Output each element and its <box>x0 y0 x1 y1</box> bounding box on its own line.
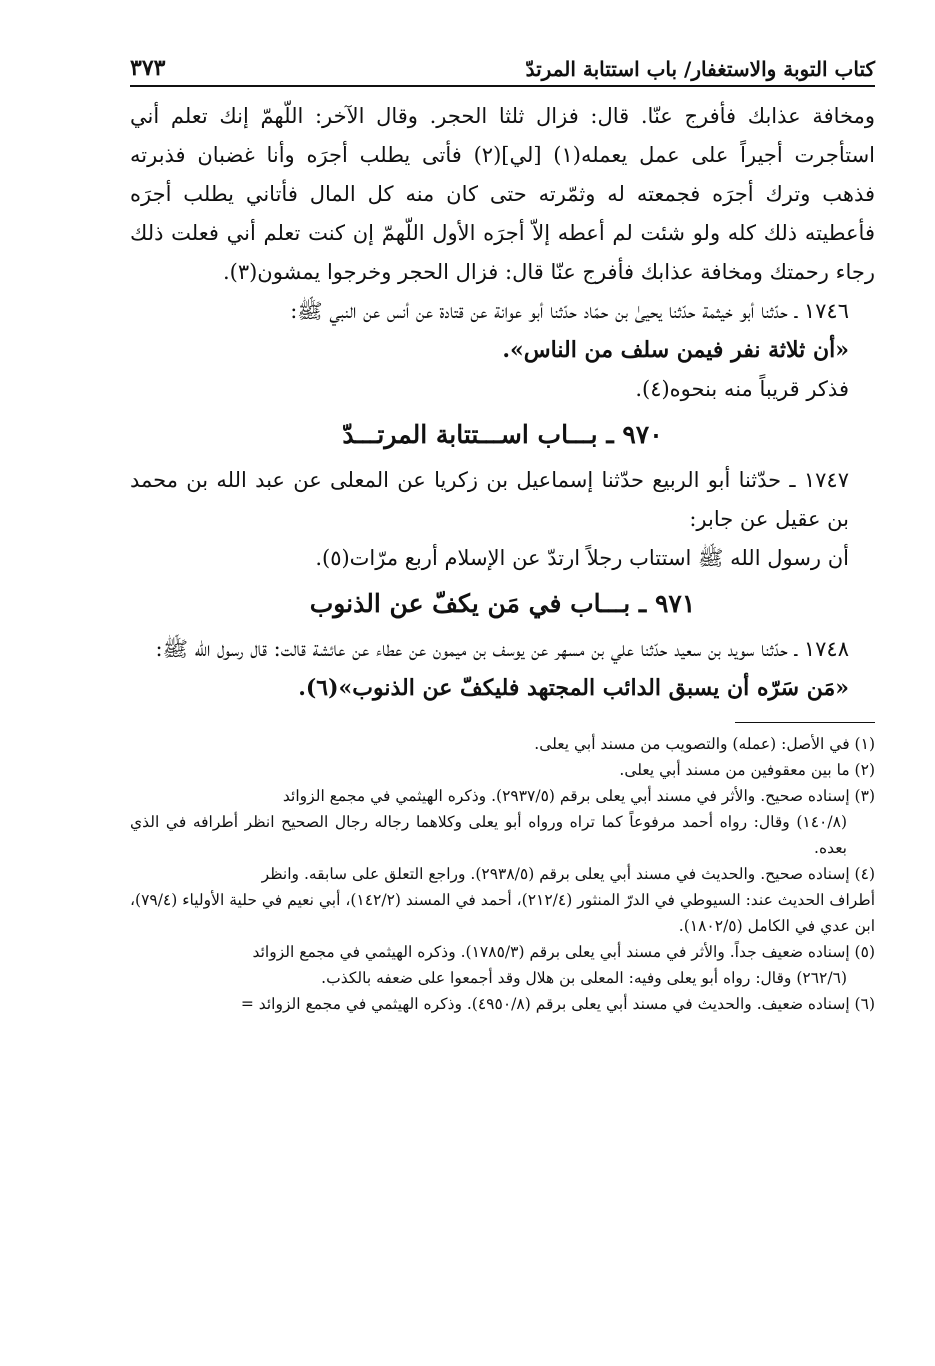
footnote-2: (٢) ما بين معقوفين من مسند أبي يعلى. <box>619 761 875 779</box>
hadith-1748-matn: «مَن سَرّه أن يسبق الدائب المجتهد فليكفّ عن الذنوب»(٦). <box>298 675 849 701</box>
chapter-heading-971: ٩٧١ ـ بـــاب في مَن يكفّ عن الذنوب <box>309 589 696 618</box>
footnote-divider <box>735 722 875 723</box>
footnotes <box>130 731 875 1017</box>
footnote-5-continued: (٢٦٢/٦) وقال: رواه أبو يعلى وفيه: المعلى بن هلال وقد أجمعوا على ضعفه بالكذب. <box>321 969 847 987</box>
page-number: ٣٧٣ <box>130 55 166 81</box>
footnote-3-continued: (١٤٠/٨) وقال: رواه أحمد مرفوعاً كما تراه ورواه أبو يعلى وكلاهما رجاله رجال الصحيح انظر أطرافه في الذي بعده. <box>130 813 847 857</box>
footnote-1: (١) في الأصل: (عمله) والتصويب من مسند أبي يعلى. <box>534 735 875 753</box>
footnote-6: (٦) إسناده ضعيف. والحديث في مسند أبي يعلى برقم (٤٩٥٠/٨). وذكره الهيثمي في مجمع الزوائد = <box>240 995 875 1013</box>
running-title: كتاب التوبة والاستغفار/ باب استتابة المرتدّ <box>525 57 875 81</box>
page-header <box>130 55 875 87</box>
main-text <box>130 97 875 708</box>
footnote-4-continued: أطراف الحديث عند: السيوطي في الدرّ المنثور (٢١٢/٤)، أحمد في المسند (١٤٢/٢)، أبي نعيم في حلية الأولياء (٧٩/٤)، ابن عدي في الكامل (١٨٠٢/٥). <box>130 891 875 935</box>
hadith-1746-matn: «أن ثلاثة نفر فيمن سلف من الناس». <box>502 337 849 363</box>
footnote-3: (٣) إسناده صحيح. والأثر في مسند أبي يعلى برقم (٢٩٣٧/٥). وذكره الهيثمي في مجمع الزوائد <box>282 787 875 805</box>
chapter-heading-970: ٩٧٠ ـ بـــاب اســـتتابة المرتـــدّ <box>342 420 663 449</box>
hadith-1747-matn: أن رسول الله ﷺ استتاب رجلاً ارتدّ عن الإسلام أربع مرّات(٥). <box>315 546 849 570</box>
hadith-1746-note: فذكر قريباً منه بنحوه(٤). <box>635 377 849 401</box>
footnote-4: (٤) إسناده صحيح. والحديث في مسند أبي يعلى برقم (٢٩٣٨/٥). وراجع التعلق على سابقه. وانظر <box>261 865 875 883</box>
hadith-1746-isnad: ١٧٤٦ ـ حدّثنا أبو خيثمة حدّثنا يحيىٰ بن حمّاد حدّثنا أبو عوانة عن قتادة عن أنس عن النبي ﷺ: <box>290 299 849 323</box>
book-page <box>130 55 875 1017</box>
hadith-1747-isnad: ١٧٤٧ ـ حدّثنا أبو الربيع حدّثنا إسماعيل بن زكريا عن المعلى عن عبد الله بن محمد بن عقيل عن جابر: <box>130 468 849 531</box>
footnote-5: (٥) إسناده ضعيف جداً. والأثر في مسند أبي يعلى برقم (١٧٨٥/٣). وذكره الهيثمي في مجمع الزوائد <box>252 943 875 961</box>
hadith-1748-isnad: ١٧٤٨ ـ حدّثنا سويد بن سعيد حدّثنا علي بن مسهر عن يوسف بن ميمون عن عطاء عن عائشة قالت: قال رسول الله ﷺ: <box>155 637 849 661</box>
paragraph-continuation: ومخافة عذابك فأفرج عنّا. قال: فزال ثلثا الحجر. وقال الآخر: اللّهمّ إنك تعلم أني استأجرت أجيراً على عمل يعمله(١) [لي](٢) فأتى يطلب أجرَه وأنا غضبان فذبرته فذهب وترك أجرَه فجمعته له وثمّرته حتى كان منه كل المال فأتاني يطلب أجرَه فأعطيته ذلك كله ولو شئت لم أعطه إلاّ أجرَه الأول اللّهمّ إن كنت تعلم أني فعلت ذلك رجاء رحمتك ومخافة عذابك فأفرج عنّا قال: فزال الحجر وخرجوا يمشون(٣). <box>130 104 876 284</box>
